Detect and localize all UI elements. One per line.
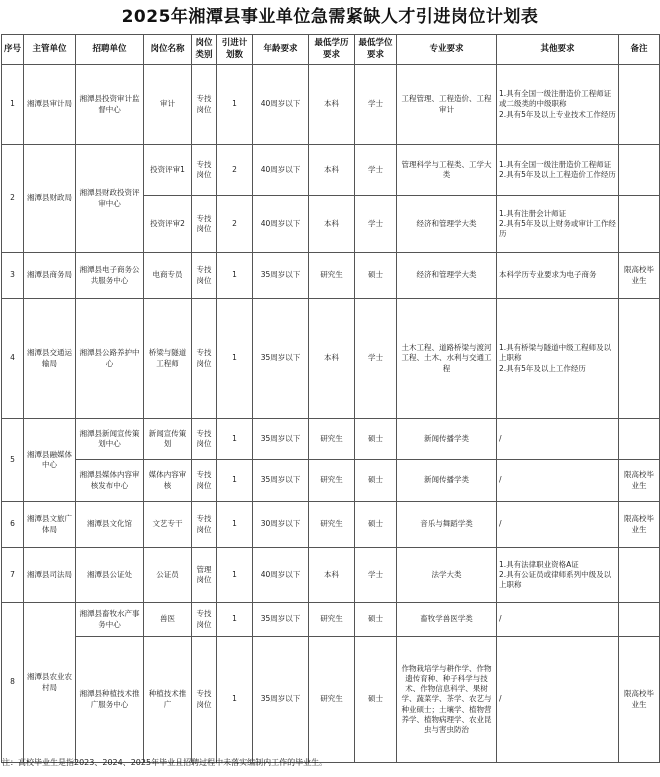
table-row bbox=[2, 460, 660, 502]
unit-cell: 湘潭县媒体内容审核发布中心 bbox=[76, 460, 144, 502]
other-requirement-cell: / bbox=[497, 419, 619, 460]
serial-number-cell: 1 bbox=[2, 65, 24, 145]
plan-count-cell: 1 bbox=[217, 637, 253, 763]
serial-number-cell: 4 bbox=[2, 299, 24, 419]
serial-number-cell: 7 bbox=[2, 548, 24, 603]
degree-cell: 学士 bbox=[355, 196, 397, 253]
degree-cell: 学士 bbox=[355, 299, 397, 419]
education-cell: 研究生 bbox=[309, 603, 355, 637]
degree-cell: 学士 bbox=[355, 65, 397, 145]
post-name-cell: 投资评审2 bbox=[144, 196, 192, 253]
age-requirement-cell: 30周岁以下 bbox=[253, 502, 309, 548]
post-name-cell: 新闻宣传策划 bbox=[144, 419, 192, 460]
other-requirement-cell: 1.具有桥梁与隧道中级工程师及以上职称 2.具有5年及以上工作经历 bbox=[497, 299, 619, 419]
unit-cell: 湘潭县公证处 bbox=[76, 548, 144, 603]
plan-count-cell: 1 bbox=[217, 253, 253, 299]
degree-cell: 硕士 bbox=[355, 419, 397, 460]
age-requirement-cell: 40周岁以下 bbox=[253, 145, 309, 196]
header-cell: 招聘单位 bbox=[76, 35, 144, 65]
other-requirement-cell: 本科学历专业要求为电子商务 bbox=[497, 253, 619, 299]
other-requirement-cell: 1.具有全国一级注册造价工程师证或二级类的中级职称 2.具有5年及以上专业技术工作经历 bbox=[497, 65, 619, 145]
plan-count-cell: 1 bbox=[217, 603, 253, 637]
document-title: 2025年湘潭县事业单位急需紧缺人才引进岗位计划表 bbox=[121, 7, 539, 27]
table-row bbox=[2, 548, 660, 603]
department-cell: 湘潭县司法局 bbox=[24, 548, 76, 603]
header-cell: 备注 bbox=[619, 35, 660, 65]
serial-number-cell: 5 bbox=[2, 419, 24, 502]
major-requirement-cell: 新闻传播学类 bbox=[397, 460, 497, 502]
post-category-cell: 专技岗位 bbox=[192, 299, 217, 419]
department-cell: 湘潭县农业农村局 bbox=[24, 603, 76, 763]
remark-cell bbox=[619, 419, 660, 460]
education-cell: 本科 bbox=[309, 65, 355, 145]
age-requirement-cell: 35周岁以下 bbox=[253, 419, 309, 460]
table-row bbox=[2, 253, 660, 299]
other-requirement-cell: / bbox=[497, 502, 619, 548]
serial-number-cell: 2 bbox=[2, 145, 24, 253]
post-name-cell: 种植技术推广 bbox=[144, 637, 192, 763]
table-row bbox=[2, 637, 660, 763]
unit-cell: 湘潭县电子商务公共服务中心 bbox=[76, 253, 144, 299]
footnote: 注：高校毕业生是指2023、2024、2025年毕业且招聘过程中未落实编制内工作的毕业生。 bbox=[2, 758, 328, 767]
major-requirement-cell: 音乐与舞蹈学类 bbox=[397, 502, 497, 548]
department-cell: 湘潭县文旅广体局 bbox=[24, 502, 76, 548]
age-requirement-cell: 40周岁以下 bbox=[253, 548, 309, 603]
major-requirement-cell: 管理科学与工程类、工学大类 bbox=[397, 145, 497, 196]
education-cell: 本科 bbox=[309, 145, 355, 196]
unit-cell: 湘潭县投资审计监督中心 bbox=[76, 65, 144, 145]
degree-cell: 硕士 bbox=[355, 637, 397, 763]
degree-cell: 硕士 bbox=[355, 603, 397, 637]
department-cell: 湘潭县商务局 bbox=[24, 253, 76, 299]
header-cell: 主管单位 bbox=[24, 35, 76, 65]
serial-number-cell: 8 bbox=[2, 603, 24, 763]
other-requirement-cell: / bbox=[497, 637, 619, 763]
plan-count-cell: 1 bbox=[217, 548, 253, 603]
table-row bbox=[2, 419, 660, 460]
age-requirement-cell: 35周岁以下 bbox=[253, 460, 309, 502]
age-requirement-cell: 40周岁以下 bbox=[253, 65, 309, 145]
table-row bbox=[2, 145, 660, 196]
other-requirement-cell: 1.具有法律职业资格A证 2.具有公证员或律师系列中级及以上职称 bbox=[497, 548, 619, 603]
degree-cell: 学士 bbox=[355, 548, 397, 603]
unit-cell: 湘潭县文化馆 bbox=[76, 502, 144, 548]
degree-cell: 硕士 bbox=[355, 460, 397, 502]
major-requirement-cell: 经济和管理学大类 bbox=[397, 253, 497, 299]
post-category-cell: 专技岗位 bbox=[192, 419, 217, 460]
degree-cell: 学士 bbox=[355, 145, 397, 196]
table-row bbox=[2, 65, 660, 145]
post-category-cell: 专技岗位 bbox=[192, 253, 217, 299]
education-cell: 本科 bbox=[309, 548, 355, 603]
other-requirement-cell: / bbox=[497, 603, 619, 637]
unit-cell: 湘潭县种植技术推广服务中心 bbox=[76, 637, 144, 763]
post-name-cell: 投资评审1 bbox=[144, 145, 192, 196]
age-requirement-cell: 35周岁以下 bbox=[253, 637, 309, 763]
post-category-cell: 专技岗位 bbox=[192, 637, 217, 763]
plan-count-cell: 1 bbox=[217, 299, 253, 419]
post-category-cell: 专技岗位 bbox=[192, 502, 217, 548]
post-category-cell: 管理岗位 bbox=[192, 548, 217, 603]
degree-cell: 硕士 bbox=[355, 502, 397, 548]
header-cell: 引进计划数 bbox=[217, 35, 253, 65]
education-cell: 研究生 bbox=[309, 502, 355, 548]
plan-count-cell: 1 bbox=[217, 419, 253, 460]
plan-count-cell: 2 bbox=[217, 196, 253, 253]
remark-cell bbox=[619, 548, 660, 603]
department-cell: 湘潭县交通运输局 bbox=[24, 299, 76, 419]
major-requirement-cell: 畜牧学兽医学类 bbox=[397, 603, 497, 637]
age-requirement-cell: 35周岁以下 bbox=[253, 253, 309, 299]
remark-cell: 限高校毕业生 bbox=[619, 502, 660, 548]
header-cell: 岗位名称 bbox=[144, 35, 192, 65]
header-cell: 其他要求 bbox=[497, 35, 619, 65]
education-cell: 研究生 bbox=[309, 637, 355, 763]
remark-cell: 限高校毕业生 bbox=[619, 253, 660, 299]
post-name-cell: 媒体内容审核 bbox=[144, 460, 192, 502]
department-cell: 湘潭县财政局 bbox=[24, 145, 76, 253]
recruitment-plan-table bbox=[1, 34, 660, 763]
major-requirement-cell: 土木工程、道路桥梁与渡河工程、土木、水利与交通工程 bbox=[397, 299, 497, 419]
major-requirement-cell: 法学大类 bbox=[397, 548, 497, 603]
education-cell: 研究生 bbox=[309, 419, 355, 460]
education-cell: 本科 bbox=[309, 196, 355, 253]
degree-cell: 硕士 bbox=[355, 253, 397, 299]
table-row bbox=[2, 299, 660, 419]
unit-cell: 湘潭县新闻宣传策划中心 bbox=[76, 419, 144, 460]
remark-cell: 限高校毕业生 bbox=[619, 460, 660, 502]
major-requirement-cell: 经济和管理学大类 bbox=[397, 196, 497, 253]
remark-cell bbox=[619, 145, 660, 196]
post-name-cell: 审计 bbox=[144, 65, 192, 145]
post-category-cell: 专技岗位 bbox=[192, 145, 217, 196]
other-requirement-cell: / bbox=[497, 460, 619, 502]
post-category-cell: 专技岗位 bbox=[192, 196, 217, 253]
education-cell: 研究生 bbox=[309, 253, 355, 299]
department-cell: 湘潭县融媒体中心 bbox=[24, 419, 76, 502]
table-row bbox=[2, 603, 660, 637]
unit-cell: 湘潭县财政投资评审中心 bbox=[76, 145, 144, 253]
unit-cell: 湘潭县畜牧水产事务中心 bbox=[76, 603, 144, 637]
post-name-cell: 兽医 bbox=[144, 603, 192, 637]
other-requirement-cell: 1.具有注册会计师证 2.具有5年及以上财务或审计工作经历 bbox=[497, 196, 619, 253]
remark-cell bbox=[619, 603, 660, 637]
department-cell: 湘潭县审计局 bbox=[24, 65, 76, 145]
serial-number-cell: 6 bbox=[2, 502, 24, 548]
table-row bbox=[2, 502, 660, 548]
post-category-cell: 专技岗位 bbox=[192, 603, 217, 637]
age-requirement-cell: 40周岁以下 bbox=[253, 196, 309, 253]
education-cell: 本科 bbox=[309, 299, 355, 419]
plan-count-cell: 1 bbox=[217, 65, 253, 145]
remark-cell bbox=[619, 65, 660, 145]
header-cell: 最低学位要求 bbox=[355, 35, 397, 65]
post-category-cell: 专技岗位 bbox=[192, 460, 217, 502]
serial-number-cell: 3 bbox=[2, 253, 24, 299]
remark-cell bbox=[619, 299, 660, 419]
age-requirement-cell: 35周岁以下 bbox=[253, 299, 309, 419]
plan-count-cell: 2 bbox=[217, 145, 253, 196]
plan-count-cell: 1 bbox=[217, 460, 253, 502]
remark-cell: 限高校毕业生 bbox=[619, 637, 660, 763]
header-cell: 专业要求 bbox=[397, 35, 497, 65]
remark-cell bbox=[619, 196, 660, 253]
major-requirement-cell: 作物栽培学与耕作学、作物遗传育种、种子科学与技术、作物信息科学、果树学、蔬菜学、茶学、农艺与种业硕士；土壤学、植物营养学、植物病理学、农业昆虫与害虫防治 bbox=[397, 637, 497, 763]
unit-cell: 湘潭县公路养护中心 bbox=[76, 299, 144, 419]
major-requirement-cell: 工程管理、工程造价、工程审计 bbox=[397, 65, 497, 145]
age-requirement-cell: 35周岁以下 bbox=[253, 603, 309, 637]
header-cell: 岗位类别 bbox=[192, 35, 217, 65]
plan-count-cell: 1 bbox=[217, 502, 253, 548]
header-cell: 年龄要求 bbox=[253, 35, 309, 65]
header-cell: 序号 bbox=[2, 35, 24, 65]
major-requirement-cell: 新闻传播学类 bbox=[397, 419, 497, 460]
post-name-cell: 文艺专干 bbox=[144, 502, 192, 548]
education-cell: 研究生 bbox=[309, 460, 355, 502]
post-category-cell: 专技岗位 bbox=[192, 65, 217, 145]
post-name-cell: 桥梁与隧道工程师 bbox=[144, 299, 192, 419]
table-header-row bbox=[2, 35, 660, 65]
post-name-cell: 电商专员 bbox=[144, 253, 192, 299]
other-requirement-cell: 1.具有全国一级注册造价工程师证 2.具有5年及以上工程造价工作经历 bbox=[497, 145, 619, 196]
post-name-cell: 公证员 bbox=[144, 548, 192, 603]
header-cell: 最低学历要求 bbox=[309, 35, 355, 65]
